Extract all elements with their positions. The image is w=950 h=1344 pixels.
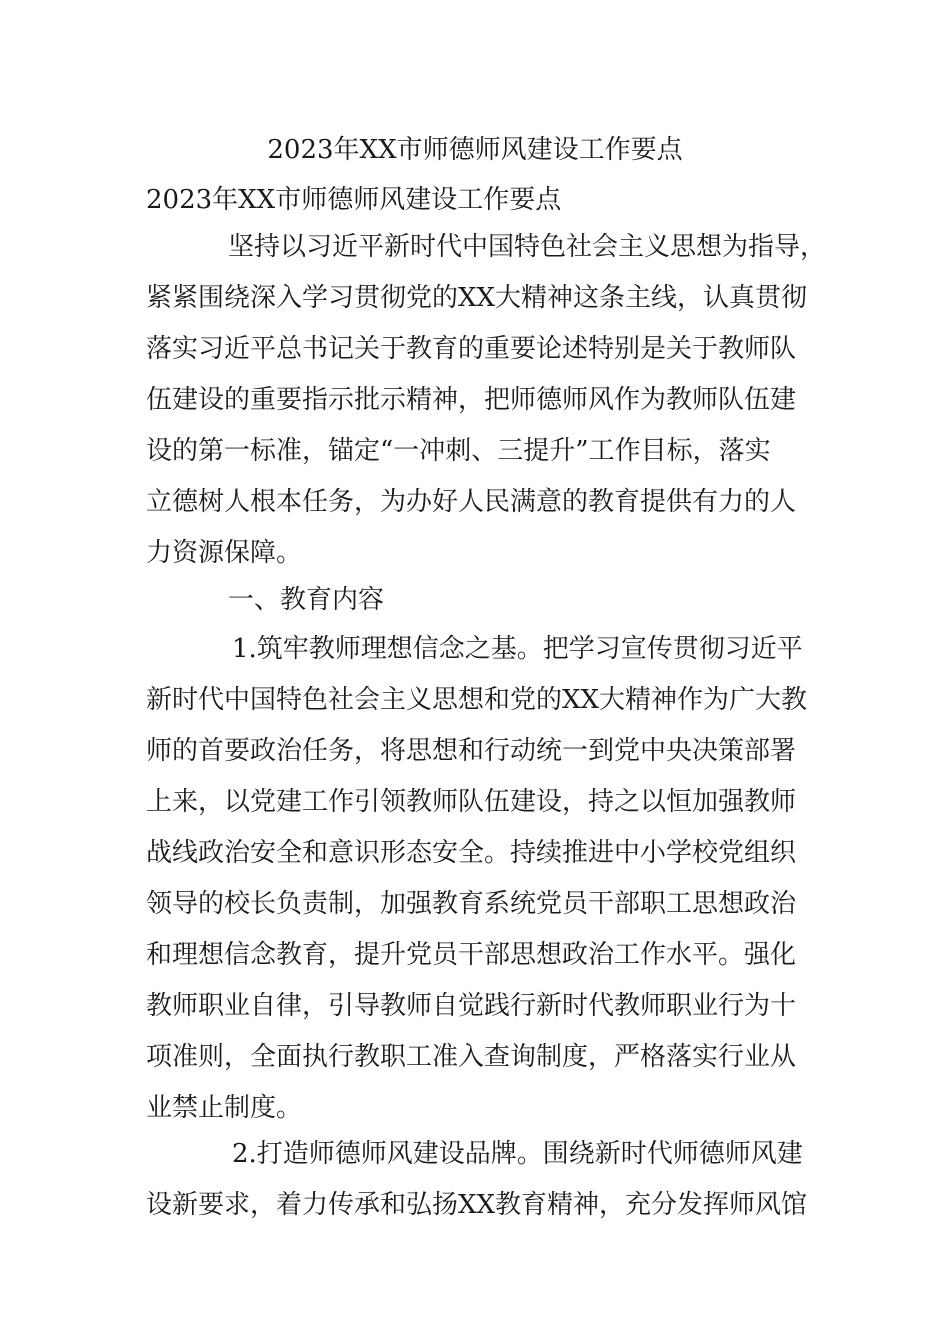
paragraph-line: 和理想信念教育，提升党员干部思想政治工作水平。强化 bbox=[146, 940, 797, 970]
paragraph-line: 新时代中国特色社会主义思想和党的XX大精神作为广大教 bbox=[146, 685, 808, 715]
section-heading bbox=[146, 575, 810, 626]
paragraph-line: 落实习近平总书记关于教育的重要论述特别是关于教师队 bbox=[146, 334, 797, 364]
paragraph-line: 紧紧围绕深入学习贯彻党的XX大精神这条主线，认真贯彻 bbox=[146, 283, 808, 313]
intro-paragraph bbox=[146, 222, 827, 579]
paragraph-line: 领导的校长负责制，加强教育系统党员干部职工思想政治 bbox=[146, 889, 797, 919]
section-heading-text: 一、教育内容 bbox=[228, 585, 385, 615]
paragraph-line: 2.打造师德师风建设品牌。围绕新时代师德师风建 bbox=[232, 1139, 803, 1169]
paragraph-line: 1.筑牢教师理想信念之基。把学习宣传贯彻习近平 bbox=[232, 634, 803, 664]
paragraph-line: 坚持以习近平新时代中国特色社会主义思想为指导， bbox=[228, 232, 827, 262]
paragraph-line: 立德树人根本任务，为办好人民满意的教育提供有力的人 bbox=[146, 487, 797, 517]
paragraph-line: 项准则，全面执行教职工准入查询制度，严格落实行业从 bbox=[146, 1042, 797, 1072]
paragraph-line: 设的第一标准，锚定“一冲刺、三提升”工作目标，落实 bbox=[146, 436, 771, 466]
document-title: 2023年XX市师德师风建设工作要点 bbox=[267, 135, 683, 165]
item-2-paragraph bbox=[146, 1129, 810, 1231]
paragraph-line: 力资源保障。 bbox=[146, 538, 303, 568]
paragraph-line: 上来，以党建工作引领教师队伍建设，持之以恒加强教师 bbox=[146, 787, 797, 817]
item-1-paragraph bbox=[146, 624, 810, 1134]
paragraph-line: 业禁止制度。 bbox=[146, 1093, 303, 1123]
paragraph-line: 设新要求，着力传承和弘扬XX教育精神，充分发挥师风馆 bbox=[146, 1190, 808, 1220]
paragraph-line: 教师职业自律，引导教师自觉践行新时代教师职业行为十 bbox=[146, 991, 797, 1021]
paragraph-line: 师的首要政治任务，将思想和行动统一到党中央决策部署 bbox=[146, 736, 797, 766]
paragraph-line: 伍建设的重要指示批示精神，把师德师风作为教师队伍建 bbox=[146, 385, 797, 415]
document-subtitle: 2023年XX市师德师风建设工作要点 bbox=[146, 185, 562, 215]
paragraph-line: 战线政治安全和意识形态安全。持续推进中小学校党组织 bbox=[146, 838, 797, 868]
